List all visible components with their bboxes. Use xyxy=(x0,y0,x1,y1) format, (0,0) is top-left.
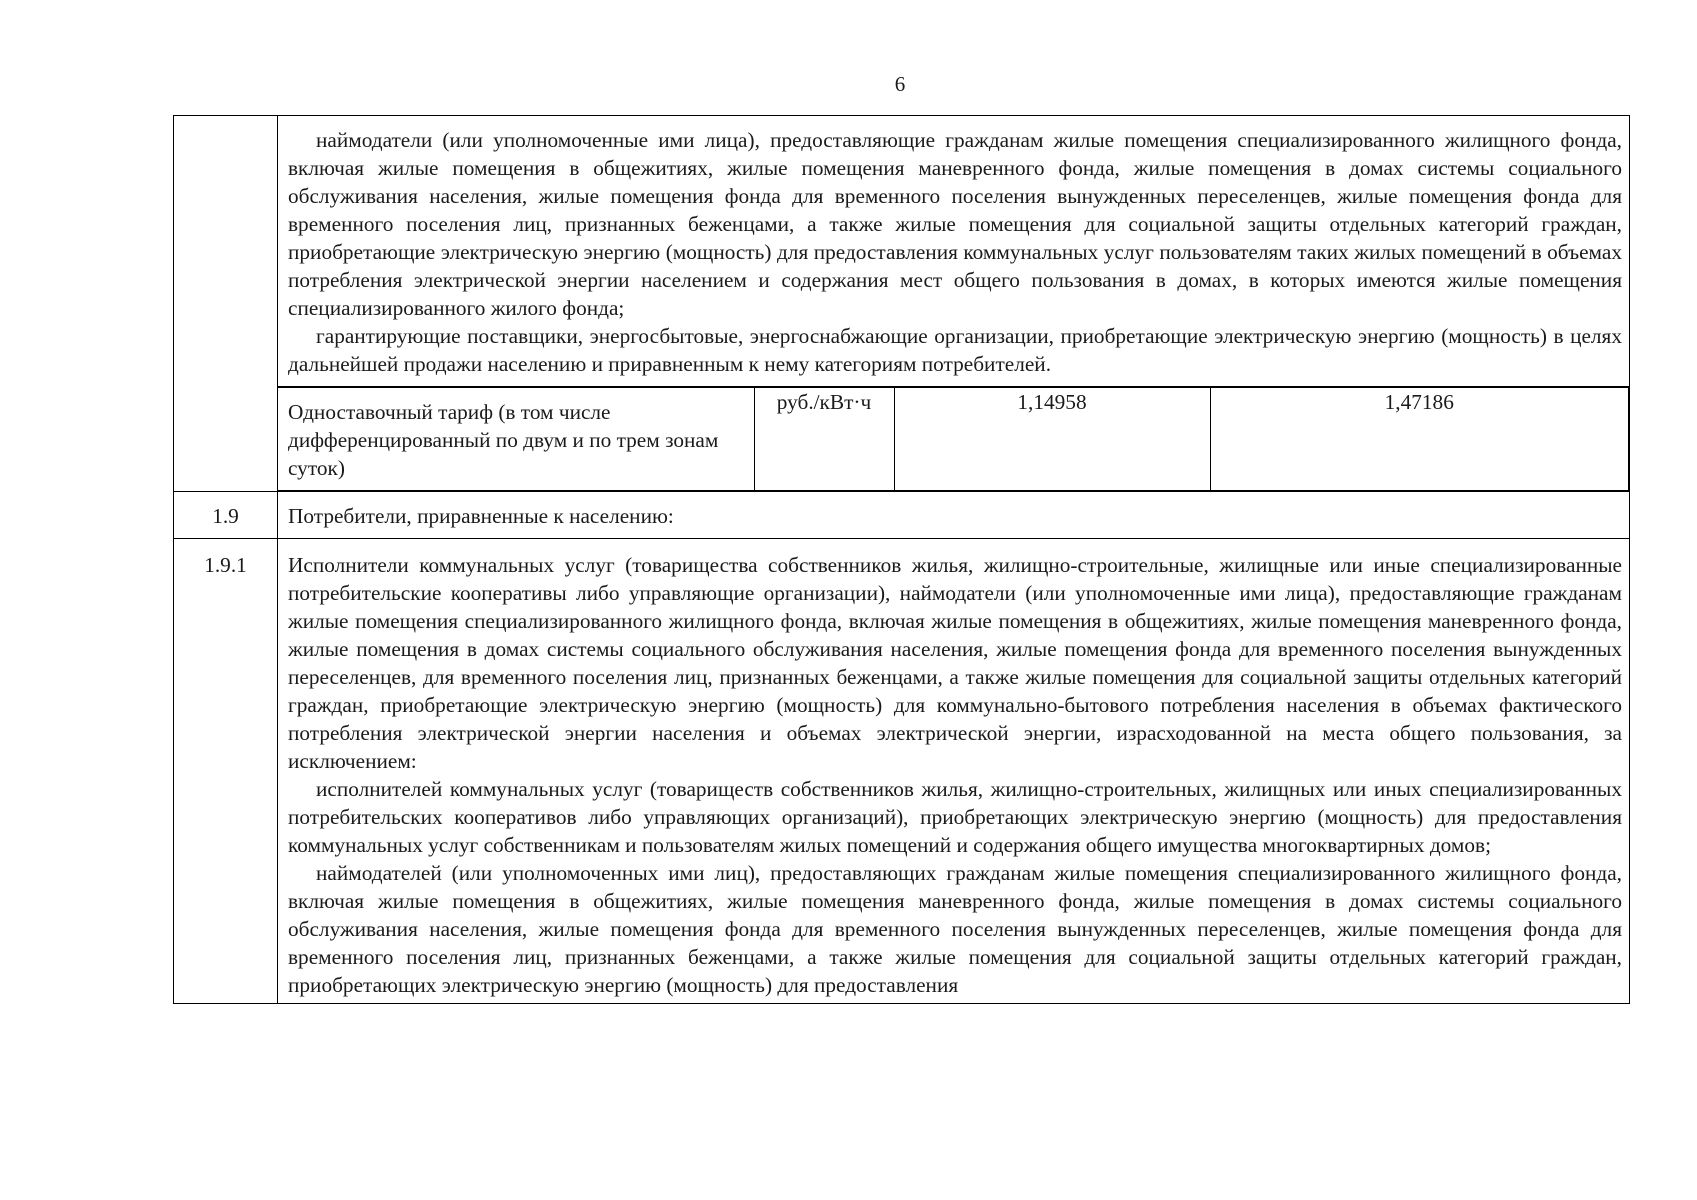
row-text xyxy=(278,492,1630,539)
paragraph: Исполнители коммунальных услуг (товарищества собственников жилья, жилищно-строительные, жилищные или иные специализированные потребительские кооперативы либо управляющие организации), наймодатели (или уполномоченные ими лица), предоставляющие гражданам жилые помещения специализированного жилищного фонда, включая жилые помещения в общежитиях, жилые помещения маневренного фонда, жилые помещения в домах системы социального обслуживания населения, жилые помещения фонда для временного поселения вынужденных переселенцев, для временного поселения лиц, признанных беженцами, а также жилые помещения для социальной защиты отдельных категорий граждан, приобретающие электрическую энергию (мощность) для коммунально-бытового потребления населения в объемах фактического потребления электрической энергии населения и объемах электрической энергии, израсходованной на места общего пользования, за исключением: xyxy=(288,553,1622,773)
tariff-value-2: 1,47186 xyxy=(1210,388,1629,491)
continuation-row xyxy=(174,116,1630,387)
row-number-empty xyxy=(174,387,278,492)
paragraph: наймодателей (или уполномоченных ими лиц), предоставляющих гражданам жилые помещения специализированного жилищного фонда, включая жилые помещения в общежитиях, жилые помещения маневренного фонда, жилые помещения в домах системы социального обслуживания населения, жилые помещения фонда для временного поселения вынужденных переселенцев, жилые помещения фонда для временного поселения лиц, признанных беженцами, а также жилые помещения для социальной защиты отдельных категорий граждан, приобретающих электрическую энергию (мощность) для предоставления xyxy=(288,861,1622,997)
paragraph: наймодатели (или уполномоченные ими лица), предоставляющие гражданам жилые помещения специализированного жилищного фонда, включая жилые помещения в общежитиях, жилые помещения маневренного фонда, жилые помещения в домах системы социального обслуживания населения, жилые помещения фонда для временного поселения вынужденных переселенцев, жилые помещения фонда для временного поселения лиц, признанных беженцами, а также жилые помещения для социальной защиты отдельных категорий граждан, приобретающие электрическую энергию (мощность) для предоставления коммунальных услуг пользователям таких жилых помещений в объемах потребления электрической энергии населением и содержания мест общего пользования в домах, в которых имеются жилые помещения специализированного жилого фонда; xyxy=(288,128,1622,320)
row-1-9 xyxy=(174,492,1630,539)
tariff-table xyxy=(173,115,1630,1004)
row-number: 1.9.1 xyxy=(174,539,278,1004)
tariff-row xyxy=(174,387,1630,492)
continuation-text xyxy=(278,116,1630,387)
row-number-empty xyxy=(174,116,278,387)
paragraph: исполнителей коммунальных услуг (товариществ собственников жилья, жилищно-строительных, жилищных или иных специализированных потребительских кооперативов либо управляющих организаций), приобретающих электрическую энергию (мощность) для предоставления коммунальных услуг собственникам и пользователям жилых помещений и содержания общего имущества многоквартирных домов; xyxy=(288,777,1622,857)
page-number: 6 xyxy=(894,72,906,96)
paragraph: гарантирующие поставщики, энергосбытовые, энергоснабжающие организации, приобретающие электрическую энергию (мощность) в целях дальнейшей продажи населению и приравненным к нему категориям потребителей. xyxy=(288,324,1622,376)
tariff-value-1: 1,14958 xyxy=(894,388,1210,491)
row-number: 1.9 xyxy=(174,492,278,539)
tariff-name: Одноставочный тариф (в том числе дифференцированный по двум и по трем зонам суток) xyxy=(278,388,754,491)
row-1-9-1 xyxy=(174,539,1630,1004)
row-text xyxy=(278,539,1630,1004)
tariff-cells xyxy=(278,387,1630,492)
row-heading: Потребители, приравненные к населению: xyxy=(288,504,674,528)
tariff-unit: руб./кВт·ч xyxy=(754,388,894,491)
